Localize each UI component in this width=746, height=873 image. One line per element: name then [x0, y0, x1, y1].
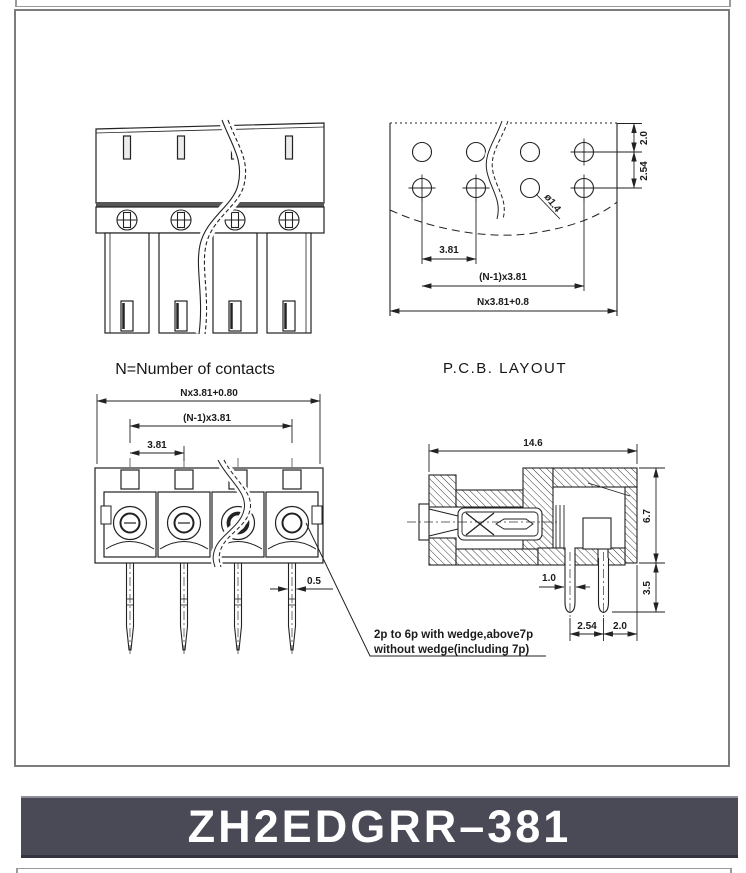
front-upper-body — [96, 123, 324, 203]
side-dim-pin-length-label: 3.5 — [642, 581, 653, 595]
pcb-hole-dia-callout — [536, 192, 563, 219]
side-dim-pin-edge-label: 2.0 — [613, 621, 627, 632]
wedge-note-line2: without wedge(including 7p) — [374, 644, 530, 656]
top-dim-pin-width-label: 0.5 — [307, 576, 321, 587]
top-dim-span-label: (N-1)x3.81 — [183, 413, 231, 424]
next-frame-stub-left — [16, 868, 18, 873]
pcb-dim-edge-gap-label: 2.0 — [639, 131, 650, 145]
next-frame-edge — [16, 868, 732, 869]
top-dim-pitch-label: 3.81 — [147, 440, 167, 451]
side-pins — [565, 558, 609, 613]
pcb-dim-span-label: (N-1)x3.81 — [479, 272, 527, 283]
wedge-note-line1: 2p to 6p with wedge,above7p — [374, 629, 534, 641]
side-section-view — [407, 438, 665, 641]
part-number: ZH2EDGRR–381 — [187, 800, 572, 852]
pcb-dim-total-label: Nx3.81+0.8 — [477, 297, 529, 308]
front-dark-band — [96, 202, 324, 207]
pcb-dim-rows — [594, 124, 650, 189]
pcb-layout-caption: P.C.B. LAYOUT — [443, 360, 567, 377]
pcb-holes-row1 — [413, 139, 598, 166]
top-dim-total-label: Nx3.81+0.80 — [180, 388, 238, 399]
front-view-caption: N=Number of contacts — [115, 361, 275, 378]
side-dim-depth-label: 14.6 — [523, 438, 543, 449]
side-dim-pin-length — [612, 563, 665, 612]
pcb-break-line — [486, 121, 508, 219]
top-dim-pin-width — [270, 576, 333, 589]
side-dim-height-label: 6.7 — [642, 509, 653, 523]
side-dim-depth — [429, 438, 637, 472]
next-frame-stub-right — [730, 868, 732, 873]
pcb-dim-pitch-label: 3.81 — [439, 245, 459, 256]
front-view — [96, 120, 324, 334]
pcb-dim-total — [390, 297, 617, 311]
pcb-dim-row-gap-label: 2.54 — [639, 161, 650, 181]
wedge-note — [306, 523, 546, 656]
part-number-banner — [21, 796, 738, 858]
side-dim-pin-width-label: 1.0 — [542, 573, 556, 584]
side-dim-pin-pitch-label: 2.54 — [577, 621, 597, 632]
top-dim-span — [130, 413, 292, 443]
pcb-dim-pitch — [422, 199, 476, 264]
top-dim-pitch — [130, 440, 184, 461]
pcb-hole-dia-label: ø1.4 — [541, 192, 563, 215]
top-pins — [127, 563, 296, 650]
pcb-layout-view — [390, 121, 650, 316]
side-dim-height — [639, 468, 665, 563]
